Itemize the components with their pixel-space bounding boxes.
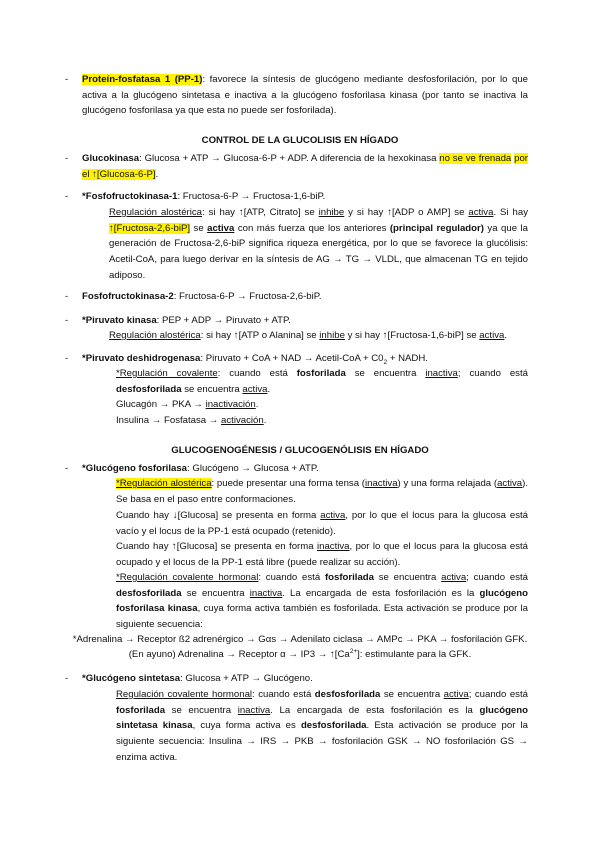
bullet-dash: - (65, 191, 69, 202)
glucokinasa-name: Glucokinasa (82, 153, 140, 164)
pdh-glucagon-text: Glucagón → PKA → (116, 399, 206, 410)
gf-text: : Glucógeno → Glucosa + ATP. (187, 463, 319, 474)
pdh-subscript: 2 (383, 358, 388, 366)
gs-text: se encuentra (165, 704, 238, 716)
gs-desfosforilada: desfosforilada (300, 720, 367, 732)
pdh-insulina-text: . (263, 415, 267, 426)
gf-regulation (116, 476, 528, 507)
pfk1-text: : Fructosa-6-P → Fructosa-1,6-biP. (177, 191, 326, 202)
gs-text: ; cuando está (468, 689, 528, 700)
pfk1-reg-text: con más fuerza que los anteriores (234, 222, 390, 234)
pdh-desfosforilada: desfosforilada (116, 383, 182, 395)
pfk1-reg-text: . Si hay (493, 207, 528, 218)
gf-high-glucose (116, 539, 528, 570)
bullet-dash: - (65, 153, 69, 164)
gf-text: , por lo que el locus para la glucosa está ocupado y el locus de la PP-1 está libre (puede realizar su acción). (116, 541, 529, 568)
gf-reg-text: ) y una forma relajada ( (397, 478, 498, 489)
section-title-glucogeno: GLUCOGENOGÉNESIS / GLUCOGENÓLISIS EN HÍGADO (171, 445, 429, 456)
gf-reg-text: ). Se basa en el paso entre conformaciones. (116, 478, 528, 505)
pfk1-reg-text: : si hay ↑[ATP, Citrato] se (202, 207, 319, 218)
gf-inactiva: inactiva (365, 478, 398, 489)
gf-seq2-superscript: 2+ (349, 647, 358, 655)
bullet-dash: - (65, 74, 69, 85)
pk-activa: activa (479, 330, 505, 341)
gf-fosforilada: fosforilada (324, 572, 374, 583)
pdh-activacion: activación (221, 415, 264, 426)
pdh-inactiva: inactiva (425, 368, 458, 379)
gs-activa: activa (443, 689, 469, 700)
gs-kinasa: glucógeno sintetasa kinasa (116, 704, 528, 732)
bullet-dash: - (65, 315, 69, 326)
pk-reg-label: Regulación alostérica (109, 330, 201, 341)
pdh-reg-text: : cuando está (217, 368, 297, 379)
gs-text: , cuya forma activa es (192, 720, 301, 732)
glucokinasa-highlight-1: no se ve frenada (439, 153, 512, 164)
gf-text: se encuentra (373, 572, 442, 583)
pdh-heading (65, 351, 528, 367)
pk-reg-text: . (504, 330, 507, 341)
gf-inactiva: inactiva (249, 587, 283, 599)
pfk1-activa: activa (468, 207, 494, 218)
pdh-name: *Piruvato deshidrogenasa (82, 353, 201, 364)
gs-text: : cuando está (252, 689, 315, 700)
pfk1-heading (65, 189, 528, 205)
gf-text: Cuando hay ↓[Glucosa] se presenta en forma (116, 510, 321, 521)
pdh-insulina-line (116, 413, 528, 429)
gs-reg-label: Regulación covalente hormonal (116, 689, 253, 700)
gf-kinasa: glucógeno fosforilasa kinasa (116, 587, 528, 615)
gf-text: , cuya forma activa también es fosforilada. Esta activación se produce por la siguiente secuencia: (116, 603, 528, 631)
pk-reg-text: : si hay ↑[ATP o Alanina] se (200, 330, 320, 341)
piruvato-kinasa-text: : PEP + ADP → Piruvato + ATP. (156, 315, 291, 326)
pfk1-reg-label: Regulación alostérica (109, 207, 203, 218)
gs-desfosforilada: desfosforilada (314, 689, 381, 700)
gs-heading (65, 671, 528, 687)
bullet-dash: - (65, 353, 69, 364)
pfk1-reg-text: ya que la generación de Fructosa-2,6-biP significa riqueza energética, por lo que se favorece la glucólisis: Acetil-CoA, para luego derivar en la síntesis de AG → TG → VLDL, que almacenan TG en tejido adiposo. (109, 222, 528, 281)
gf-inactiva: inactiva (316, 541, 350, 552)
gf-cov-label: *Regulación covalente hormonal (116, 572, 259, 583)
gf-reg-text: : puede presentar una forma tensa ( (211, 478, 365, 489)
pdh-reg-text: ; cuando está (457, 368, 528, 379)
pfk1-activa-strong: activa (207, 222, 235, 234)
pdh-reg-text: se encuentra (181, 383, 243, 395)
pfk2-text: : Fructosa-6-P → Fructosa-2,6-biP. (173, 291, 322, 302)
pdh-glucagon-text: . (255, 399, 259, 410)
pfk1-name: *Fosfofructokinasa-1 (82, 191, 178, 202)
gf-seq2-text: (En ayuno) Adrenalina → Receptor α → IP3 → ↑[Ca (128, 649, 350, 660)
pdh-text: + NADH. (387, 353, 428, 364)
pfk1-reg-text: y si hay ↑[ADP o AMP] se (344, 207, 469, 218)
glucokinasa-text: : Glucosa + ATP → Glucosa-6-P + ADP. A diferencia de la hexokinasa (139, 153, 440, 164)
gs-text: . Esta activación se produce por la siguiente secuencia: Insulina → IRS → PKB → fosforilación GSK → NO fosforilación GS → enzima activa. (116, 720, 528, 763)
pk-reg-text: y si hay ↑[Fructosa-1,6-biP] se (344, 330, 480, 341)
pp1-paragraph (65, 72, 528, 119)
piruvato-kinasa-name: *Piruvato kinasa (82, 315, 157, 326)
pdh-regulation (116, 366, 528, 397)
pfk1-inhibe: inhibe (318, 207, 345, 218)
pdh-reg-text: se encuentra (345, 368, 426, 379)
pdh-activa: activa (242, 383, 268, 395)
gf-text: Cuando hay ↑[Glucosa] se presenta en forma (116, 541, 317, 552)
gf-activa: activa (320, 510, 346, 521)
piruvato-kinasa-heading (65, 313, 528, 329)
gf-seq2-text: ]: estimulante para la GFK. (357, 649, 472, 660)
gf-sequence-1: *Adrenalina → Receptor ß2 adrenérgico → Gαs → Adenilato ciclasa → AMPc → PKA → fosforilación GFK. (72, 634, 528, 645)
gf-text: ; cuando está (466, 572, 528, 583)
gf-reg-label: *Regulación alostérica (116, 478, 212, 489)
pdh-text: : Piruvato + CoA + NAD → Acetil-CoA + C0 (200, 353, 384, 364)
gf-activa: activa (441, 572, 467, 583)
pfk1-highlight: ↑[Fructosa-2,6-biP] (109, 222, 191, 234)
gs-text: : Glucosa + ATP → Glucógeno. (180, 673, 313, 684)
pdh-reg-text: . (267, 383, 271, 395)
gf-text: . La encargada de esta fosforilación es la (282, 587, 480, 599)
gf-heading (65, 461, 528, 477)
pk-inhibe: inhibe (319, 330, 345, 341)
pfk2-name: Fosfofructokinasa-2 (82, 291, 174, 302)
pdh-glucagon-line (116, 397, 528, 413)
pp1-text: : favorece la síntesis de glucógeno mediante desfosforilación, por lo que activa a la glucógeno sintetasa e inactiva a la glucógeno fosforilasa kinasa (por tanto se inactiva la glucógeno fosforilasa ya que esta no puede ser fosforilada). (82, 74, 528, 117)
gf-text: se encuentra (181, 587, 250, 599)
bullet-dash: - (65, 673, 69, 684)
pdh-insulina-text: Insulina → Fosfatasa → (116, 415, 222, 426)
gf-covalent (116, 570, 528, 633)
gs-text: . La encargada de esta fosforilación es la (270, 704, 480, 716)
gf-text: , por lo que el locus para la glucosa está vacío y el locus de la PP-1 está ocupado (retenido). (116, 510, 528, 537)
pfk1-reg-text: se (190, 222, 208, 234)
gs-regulation (116, 687, 528, 766)
pfk1-regulation (109, 205, 528, 284)
gf-desfosforilada: desfosforilada (116, 587, 182, 599)
gs-text: se encuentra (380, 689, 444, 700)
gf-text: : cuando está (258, 572, 325, 583)
piruvato-kinasa-regulation (109, 328, 528, 344)
gf-low-glucose (116, 508, 528, 539)
pfk1-principal-regulador: (principal regulador) (389, 222, 484, 234)
bullet-dash: - (65, 291, 69, 302)
gf-name: *Glucógeno fosforilasa (82, 463, 188, 474)
bullet-dash: - (65, 463, 69, 474)
pp1-name: Proteín-fosfatasa 1 (PP-1) (82, 74, 203, 85)
glucokinasa-paragraph (65, 151, 528, 182)
glucokinasa-highlight-2: por el ↑[Glucosa-6-P] (82, 153, 528, 180)
pdh-fosforilada: fosforilada (296, 368, 346, 379)
pfk2-paragraph (65, 289, 528, 305)
gf-activa: activa (497, 478, 523, 489)
gs-name: *Glucógeno sintetasa (82, 673, 181, 684)
pdh-reg-label: *Regulación covalente (116, 368, 218, 379)
pdh-inactivacion: inactivación (205, 399, 256, 410)
gf-sequence-2 (0, 647, 600, 663)
section-title-glucolisis: CONTROL DE LA GLUCOLISIS EN HÍGADO (201, 135, 399, 146)
glucokinasa-end: . (155, 168, 159, 180)
gs-fosforilada: fosforilada (116, 704, 166, 716)
gs-inactiva: inactiva (237, 704, 271, 716)
